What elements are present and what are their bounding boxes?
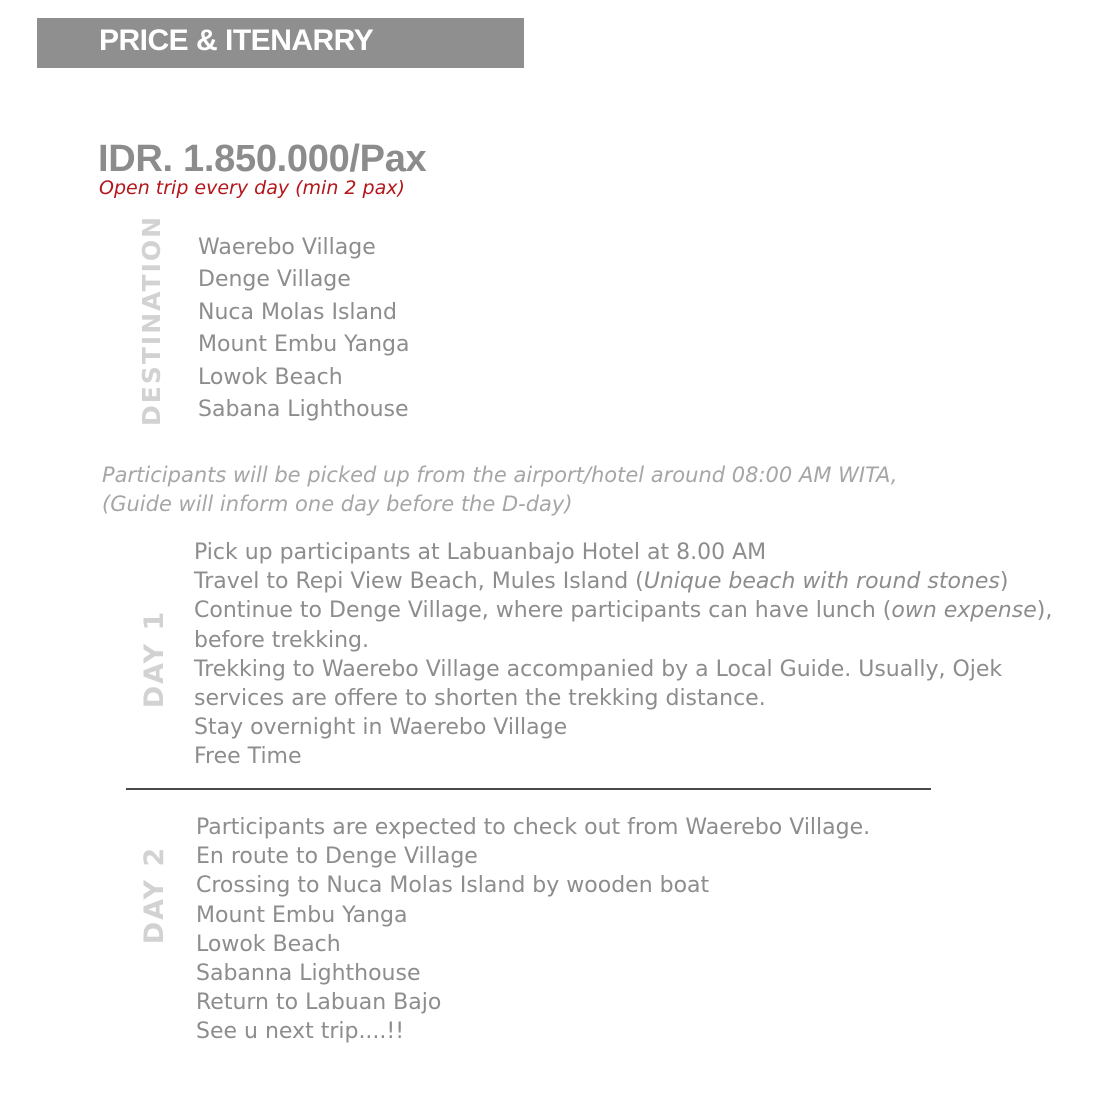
itinerary-item: Free Time bbox=[194, 744, 302, 770]
day-divider bbox=[126, 788, 931, 790]
itinerary-item: See u next trip....!! bbox=[196, 1019, 405, 1045]
destination-item: Sabana Lighthouse bbox=[198, 397, 409, 423]
section-title: PRICE & ITENARRY bbox=[99, 24, 374, 57]
itinerary-item: En route to Denge Village bbox=[196, 844, 478, 870]
open-trip-note: Open trip every day (min 2 pax) bbox=[99, 177, 405, 199]
destination-item: Mount Embu Yanga bbox=[198, 332, 410, 358]
itinerary-item: Travel to Repi View Beach, Mules Island (Unique beach with round stones) bbox=[194, 569, 1009, 595]
itinerary-item: Stay overnight in Waerebo Village bbox=[194, 715, 568, 741]
itinerary-item: services are offere to shorten the trekking distance. bbox=[194, 686, 766, 712]
itinerary-item: Continue to Denge Village, where participants can have lunch (own expense), bbox=[194, 598, 1053, 624]
itinerary-item: Sabanna Lighthouse bbox=[196, 961, 421, 987]
destination-item: Nuca Molas Island bbox=[198, 299, 397, 325]
pickup-note bbox=[102, 461, 897, 519]
price-amount: IDR. 1.850.000/Pax bbox=[98, 138, 427, 180]
destination-item: Lowok Beach bbox=[198, 364, 343, 390]
itinerary-item: Participants are expected to check out from Waerebo Village. bbox=[196, 815, 871, 840]
day2-vertical-label: DAY 2 bbox=[139, 845, 170, 945]
itinerary-item: Pick up participants at Labuanbajo Hotel at 8.00 AM bbox=[194, 540, 767, 565]
destination-vertical-label: DESTINATION bbox=[137, 214, 166, 426]
itinerary-item: Crossing to Nuca Molas Island by wooden boat bbox=[196, 873, 710, 899]
itinerary-item: Lowok Beach bbox=[196, 931, 341, 957]
itinerary-item: Mount Embu Yanga bbox=[196, 902, 408, 928]
section-header-bar bbox=[37, 18, 524, 68]
day1-itinerary-list bbox=[194, 538, 1052, 772]
itinerary-item: Return to Labuan Bajo bbox=[196, 990, 442, 1016]
day2-itinerary-list bbox=[196, 813, 870, 1047]
day1-vertical-label: DAY 1 bbox=[139, 609, 170, 709]
destination-item: Denge Village bbox=[198, 267, 351, 293]
pickup-note-line: (Guide will inform one day before the D-day) bbox=[102, 492, 573, 516]
pickup-note-line: Participants will be picked up from the airport/hotel around 08:00 AM WITA, bbox=[102, 463, 898, 487]
itinerary-item: Trekking to Waerebo Village accompanied by a Local Guide. Usually, Ojek bbox=[194, 656, 1003, 682]
destination-list bbox=[198, 232, 409, 426]
destination-item: Waerebo Village bbox=[198, 235, 376, 260]
itinerary-item: before trekking. bbox=[194, 627, 370, 653]
